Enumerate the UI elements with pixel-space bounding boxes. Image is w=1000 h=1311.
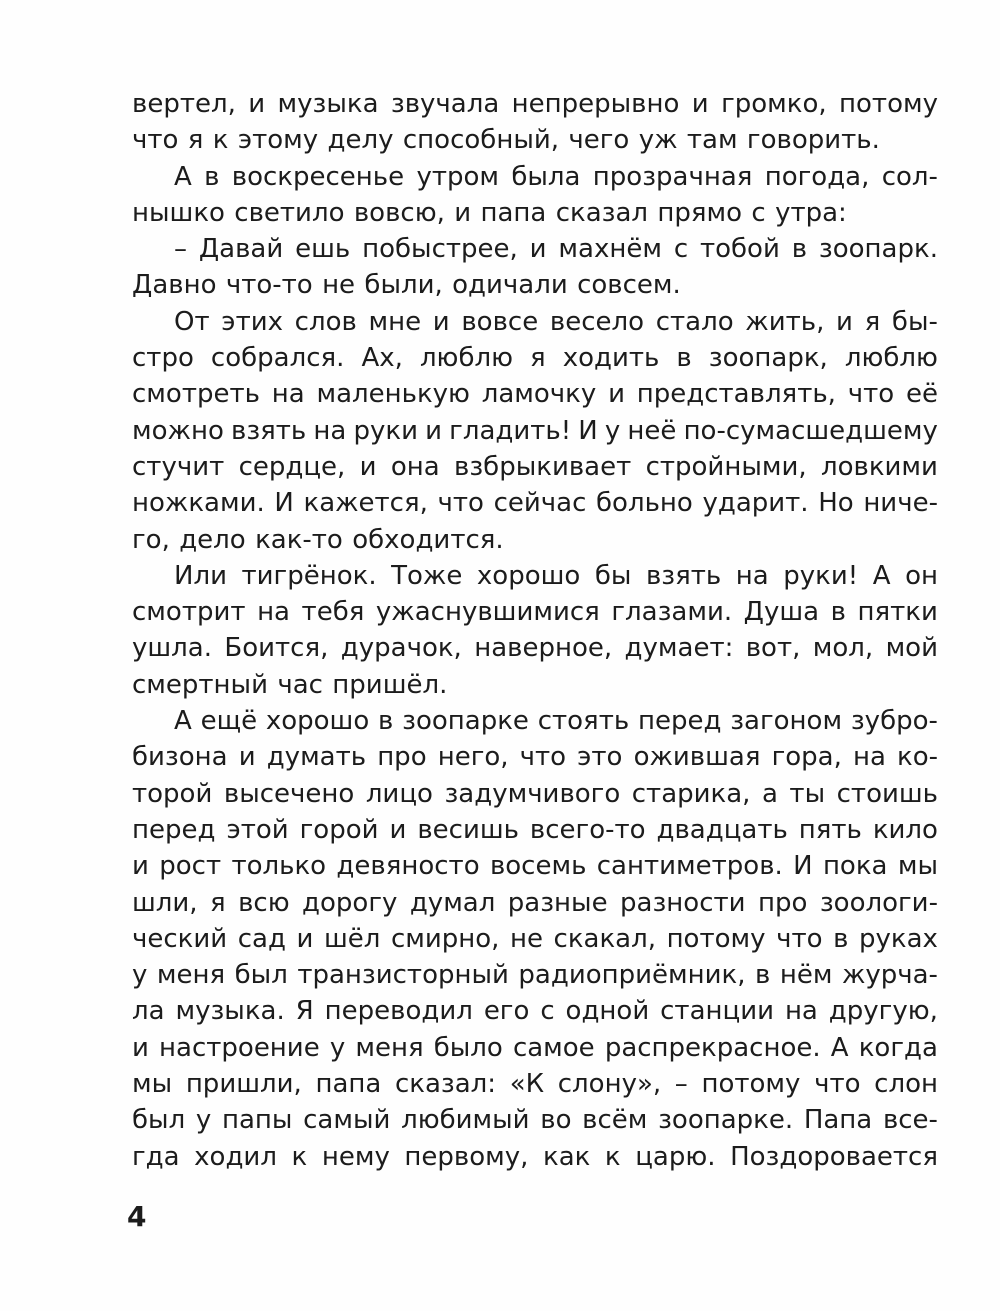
text-line: стучит сердце, и она взбрыкивает стройными, ловкими <box>132 451 938 482</box>
text-line: нышко светило вовсю, и папа сказал прямо с утра: <box>132 197 847 228</box>
text-line: перед этой горой и весишь всего-то двадцать пять кило <box>132 814 938 845</box>
text-line: стро собрался. Ах, люблю я ходить в зоопарк, люблю <box>132 343 938 374</box>
text-line: гда ходил к нему первому, как к царю. Поздоровается <box>132 1141 938 1172</box>
text-line: От этих слов мне и вовсе весело стало жить, и я бы- <box>174 306 938 337</box>
text-line: го, дело как-то обходится. <box>132 524 504 555</box>
text-line: смертный час пришёл. <box>132 669 448 700</box>
text-line: ческий сад и шёл смирно, не скакал, потому что в руках <box>132 923 938 954</box>
text-line: А в воскресенье утром была прозрачная погода, сол- <box>174 161 938 192</box>
text-line: шли, я всю дорогу думал разные разности про зоологи- <box>132 887 938 918</box>
text-line: что я к этому делу способный, чего уж там говорить. <box>132 125 880 156</box>
text-line: смотреть на маленькую ламочку и представлять, что её <box>132 379 938 410</box>
text-line: ушла. Боится, дурачок, наверное, думает: вот, мол, мой <box>132 633 938 664</box>
text-line: вертел, и музыка звучала непрерывно и громко, потому <box>132 89 938 119</box>
text-line: Или тигрёнок. Тоже хорошо бы взять на руки! А он <box>174 560 938 591</box>
text-line: ла музыка. Я переводил его с одной станции на другую, <box>132 996 938 1027</box>
page-text <box>132 86 938 1175</box>
text-line: и рост только девяносто восемь сантиметров. И пока мы <box>132 851 938 882</box>
text-line: и настроение у меня было самое распрекрасное. А когда <box>132 1032 938 1063</box>
text-line: у меня был транзисторный радиоприёмник, в нём журча- <box>132 960 938 991</box>
page-number: 4 <box>127 1200 147 1233</box>
text-line: ножками. И кажется, что сейчас больно ударит. Но ниче- <box>132 488 938 519</box>
text-line: Давно что-то не были, одичали совсем. <box>132 270 681 301</box>
text-line: был у папы самый любимый во всём зоопарке. Папа все- <box>132 1105 938 1136</box>
text-line: торой высечено лицо задумчивого старика, а ты стоишь <box>132 778 938 809</box>
text-line: – Давай ешь побыстрее, и махнём с тобой в зоопарк. <box>174 234 938 265</box>
text-line: смотрит на тебя ужаснувшимися глазами. Душа в пятки <box>132 597 938 628</box>
text-line: можно взять на руки и гладить! И у неё по-сумасшедшему <box>132 415 938 446</box>
text-line: бизона и думать про него, что это ожившая гора, на ко- <box>132 742 938 773</box>
text-line: мы пришли, папа сказал: «К слону», – потому что слон <box>132 1069 938 1100</box>
text-line: А ещё хорошо в зоопарке стоять перед загоном зубро- <box>174 706 938 737</box>
